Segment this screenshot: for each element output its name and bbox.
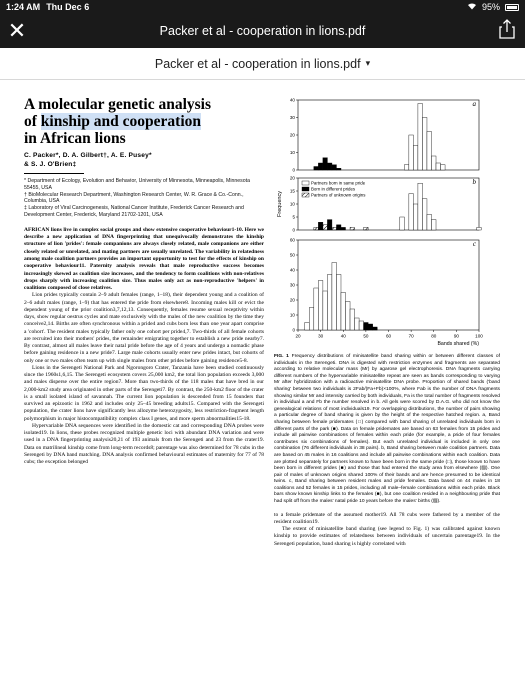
panel-c-xtick-label: 80: [431, 333, 437, 339]
abstract: AFRICAN lions live in complex social groups and show extensive cooperative behaviour1-10. Here we describe a new application of DNA fingerprinting that unequivocally demonstrates the kinship structure of lion 'prides': female companions are always closely related, male companions are either closely related or unrelated, and mating partners are usually unrelated. The variability in relatedness among male coalition partners provides an important opportunity to test for the effects of kinship on cooperative behaviour11. Paternity analysis reveals that male reproductive success becomes increasingly skewed as coalition size increases, and the tendency to form coalitions with non-relatives drops sharply with increasing coalition size. Thus males only act as non-reproductive 'helpers' in coalitions composed of close relatives.: [24, 226, 264, 292]
panel-a-bar: [441, 165, 446, 170]
panel-b-ytick-label: 20: [289, 175, 295, 181]
panel-a-bar: [409, 135, 414, 170]
wifi-icon: [467, 2, 477, 12]
affiliation-2: † BioMolecular Research Department, Washington Research Center, W. R. Grace & Co.-Conn., Columbia, USA: [24, 191, 244, 205]
paragraph-3: Hypervariable DNA sequences were identified in the domestic cat and corresponding DNA probes were isolated19. In lions, these probes recognized multiple genetic loci with abundant DNA variation and were used in a DNA fingerprinting analysis20,21 of 193 animals from the Serengeti and 23 from the crater19. Data on matrilineal kinship come from long-term records8; parentage was also determined for 78 cubs in the Serengeti by DNA band matching. DNA analysis confirmed behavioural estimates of maternity for 77 of 78 cubs; the exception belonged: [24, 422, 264, 466]
battery-icon: [505, 4, 519, 11]
panel-c-xtick-label: 50: [363, 333, 369, 339]
close-button[interactable]: [0, 14, 34, 48]
legend-label: Born in different prides: [311, 186, 356, 192]
panel-c-xtick-label: 90: [453, 333, 459, 339]
panel-c-bar: [327, 275, 332, 331]
affiliations: [24, 178, 264, 219]
panel-b-bar: [431, 220, 436, 230]
panel-b-bar: [323, 225, 328, 230]
legend-swatch: [302, 181, 309, 185]
left-column: [24, 92, 264, 466]
title-bar: [0, 14, 525, 48]
figure-caption-text: Frequency distributions of minisatellite band sharing within or between different classes of individuals in the Serengeti. DNA is digested with restriction enzymes and fragments are separated according to relative molecular mass (Mr) by agarose gel electrophoresis. DNA fragments carrying different numbers of the hypervariable minisatellite repeat are seen as bands corresponding to varying Mr after hybridization with a radioactive minisatellite DNA probe. Proportion of shared bands ('band sharing' between two individuals is 2Fab/(Fa+Fb)×100%, where Fab is the number of DNA fragments showing similar Mr and intensity carried by both individuals, Fa is the total number of fragments resolved in individual a and Fb the number resolved in b. All gels were scored by D.A.G. who did not know the genealogical relations of most individuals19. For overlapping distributions, the number of pairs showing a particular degree of band sharing is given by the height of the respective hatched region. a, Band sharing between female pridemates (□) compared with band sharing of unrelated individuals born in different parts of the park (■). Data on female pridemates are based on 63 females from 15 prides and include all pairwise combinations of females within each pride (for example, a pride of four females contributes six combinations of females). But each unrelated individual is included in only one combination (76 different individuals in 38 pairs). b, Band sharing between male coalition partners. Data are based on 45 males in 16 coalitions and include all pairwise combinations within each coalition. Data are plotted separately for partners known to have been born in the same pride (□), those known to have been born in different prides (■) and those that had entered the study area from elsewhere (▨). One pair of males of unknown origins shared 100% of their bands and are hence presumed to be identical twins. c, Band sharing between resident males and pride females. Data based on 44 males in 18 coalitions and 52 females in 15 prides, including all male–female combinations within each pride. Black bars show known kinship links to the females (■), but one coalition resided in a neighbouring pride that had split off from the males' natal pride 10 years before the males' births (▨).: [274, 354, 500, 505]
chevron-down-icon: ▾: [365, 58, 371, 68]
panel-c-ytick-label: 0: [292, 327, 295, 333]
panel-c-bar: [368, 324, 373, 330]
panel-c-ytick-label: 10: [289, 312, 295, 318]
share-icon: [499, 19, 515, 44]
legend-swatch: [302, 193, 309, 197]
title-line-2-pre: of: [24, 113, 41, 130]
panel-a-bar: [314, 167, 319, 171]
legend-label: Partners born in same pride: [311, 180, 366, 186]
legend-swatch: [302, 187, 309, 191]
status-bar: [0, 0, 525, 14]
panel-a-bar: [427, 132, 432, 171]
panel-a-bar: [422, 118, 427, 171]
status-time: 1:24 AM: [6, 2, 41, 12]
panel-c-bar: [373, 327, 378, 330]
panel-b-bar: [413, 204, 418, 230]
panel-b-bar: [409, 194, 414, 230]
figure-1: [274, 92, 500, 348]
status-bar-left: [6, 2, 89, 12]
window-title: Packer et al - cooperation in lions.pdf: [159, 24, 366, 38]
panel-b-ytick-label: 5: [292, 214, 295, 220]
panel-a-bar: [332, 165, 337, 170]
panel-b-ytick-label: 15: [289, 188, 295, 194]
panel-c-xtick-label: 100: [475, 333, 483, 339]
authors: [24, 151, 264, 169]
panel-b-bar: [341, 227, 346, 230]
panel-c-bar: [332, 263, 337, 331]
panel-c-bar: [346, 302, 351, 331]
close-icon: ✕: [7, 18, 27, 43]
panel-c-letter: c: [472, 240, 476, 248]
panel-c-bar: [359, 321, 364, 330]
panel-c-xtick-label: 20: [295, 333, 301, 339]
panel-a-bar: [413, 146, 418, 171]
panel-c-bar: [350, 309, 355, 330]
panel-a-bar: [431, 156, 436, 170]
title-line-2: [24, 113, 264, 130]
document-title-dropdown[interactable]: [0, 48, 525, 80]
panel-c-bar: [364, 323, 369, 331]
panel-b-bar: [400, 217, 405, 230]
panel-b-bar: [350, 227, 355, 230]
panel-c-bar: [355, 318, 360, 330]
panel-c-xtick-label: 60: [385, 333, 392, 339]
paragraph-2: Lions in the Serengeti National Park and Ngorongoro Crater, Tanzania have been studied continuously since the 1960s1,6,15. The Serengeti ecosystem covers 25,000 km2, the total lion population exceeds 3,000 and males disperse over the entire region7. More than two-thirds of the 118 males that have bred in our 2,000-km2 study area originated in other parts of the Serengeti7. By contrast, the 250-km2 floor of the crater is a small isolated island of savannah. The current lion population is descended from 15 founders that survived an epizootic in 1962 and includes only 25–45 breeding adults15. Compared with the Serengeti population, the crater lions have significantly less allozyme heterozygosity, less restriction-fragment length polymorphism in major histocompatibility complex class I genes, and more sperm abnormalities15-18.: [24, 364, 264, 422]
authors-line-2: & S. J. O'Brien‡: [24, 161, 77, 168]
panel-a-bar: [323, 158, 328, 170]
figure-caption-label: FIG. 1: [274, 354, 289, 359]
status-bar-right: [467, 2, 519, 12]
paragraph-1: Lion prides typically contain 2–9 adult females (range, 1–18), their dependent young and a coalition of 2–6 adult males (range, 1–9) that has entered the pride from elsewhere8. Incoming males kill or evict the dependent young of the prior coalition3,7,12,13. Consequently, females resume sexual receptivity within days, show regular oestrus cycles and mate exclusively with the males of the new coalition by the time they conceive2,14. Births are often synchronous within a pride4 and cubs born less than one year apart comprise a 'cohort'. The resident males typically father only one cohort per pride4,7. Two-thirds of all female cohorts are recruited into their mothers' prides, the remainder emigrating together to establish a new pride nearby7. By contrast, almost all males leave their natal pride before the age of 4 years and undergo a nomadic phase before gaining residence in a new pride7. Large male cohorts usually enter new prides intact, but cohorts of only one or two males often team up with single males from other prides before gaining residence5-8.: [24, 292, 264, 364]
panel-c-bar: [309, 308, 314, 331]
panel-c-bar: [318, 281, 323, 331]
document-title: Packer et al - cooperation in lions.pdf: [154, 56, 361, 71]
panel-b-bar: [364, 227, 369, 230]
figure-1-chart: [274, 92, 500, 348]
panel-c-xlabel: Bands shared (%): [437, 341, 479, 347]
panel-b-bar: [336, 225, 341, 230]
affiliation-1: * Department of Ecology, Evolution and Behavior, University of Minnesota, Minneapolis, Minnesota 55455, USA: [24, 178, 250, 191]
right-column: [274, 92, 500, 548]
panel-c-bar: [305, 323, 310, 331]
panel-b-ytick-label: 10: [289, 201, 295, 207]
panel-b-bar: [422, 199, 427, 230]
panel-a-bar: [404, 165, 409, 170]
panel-a-bar: [327, 163, 332, 170]
status-day: Thu Dec 6: [46, 2, 90, 12]
panel-b-ytick-label: 0: [292, 227, 295, 233]
divider: [24, 173, 84, 174]
panel-a-bar: [318, 163, 323, 170]
panel-b-bar: [327, 220, 332, 230]
panel-b-bar: [418, 183, 423, 230]
panel-a-letter: a: [472, 100, 476, 108]
paragraph-5: The extent of minisatellite band sharing (see legend to Fig. 1) was calibrated against known kinship to provide estimates of relatedness between individuals of uncertain parentage19. In the Serengeti population, band sharing is highly correlated with: [274, 526, 500, 547]
panel-a-ytick-label: 0: [292, 167, 295, 173]
panel-b-letter: b: [472, 178, 476, 186]
panel-a-bar: [418, 104, 423, 171]
panel-a-ytick-label: 20: [289, 132, 295, 138]
panel-c-ytick-label: 30: [289, 282, 295, 288]
panel-b-bar: [318, 222, 323, 230]
panel-c-xtick-label: 30: [318, 333, 324, 339]
panel-a-ytick-label: 40: [289, 97, 295, 103]
panel-b-ylabel: Frequency: [277, 191, 283, 217]
panel-a-bar: [336, 168, 341, 170]
article-title: [24, 96, 264, 147]
legend-label: Partners of unknown origins: [311, 192, 366, 198]
panel-c-ytick-label: 60: [289, 237, 295, 243]
panel-c-ytick-label: 40: [289, 267, 295, 273]
battery-percent: 95%: [481, 2, 500, 12]
pdf-page[interactable]: [20, 90, 500, 700]
title-highlight[interactable]: kinship and cooperation: [40, 113, 202, 130]
panel-c-xtick-label: 70: [408, 333, 414, 339]
authors-line-1: C. Packer*, D. A. Gilbert†, A. E. Pusey*: [24, 152, 152, 159]
figure-caption: [274, 354, 500, 506]
panel-a-ytick-label: 10: [289, 150, 295, 156]
panel-c-ytick-label: 20: [289, 297, 295, 303]
panel-c-ytick-label: 50: [289, 252, 295, 258]
title-line-1: A molecular genetic analysis: [24, 96, 211, 113]
panel-c-xtick-label: 40: [340, 333, 346, 339]
share-button[interactable]: [497, 20, 517, 42]
panel-a-ytick-label: 30: [289, 115, 295, 121]
panel-c-bar: [336, 275, 341, 331]
paragraph-4-continued: to a female pridemate of the assumed mother19. All 78 cubs were fathered by a member of the resident coalition19.: [274, 511, 500, 525]
panel-b-bar: [314, 227, 319, 230]
panel-b-bar: [427, 214, 432, 230]
title-line-3: in African lions: [24, 130, 126, 147]
panel-c-bar: [323, 291, 328, 330]
panel-c-bar: [341, 293, 346, 331]
affiliation-3: ‡ Laboratory of Viral Carcinogenesis, National Cancer Institute, Frederick Cancer Research and Development Center, Frederick, Maryland 21702-1201, USA: [24, 205, 244, 218]
panel-a-bar: [436, 163, 441, 170]
panel-b-bar: [332, 227, 337, 230]
panel-c-bar: [314, 288, 319, 330]
panel-b-bar: [477, 227, 482, 230]
